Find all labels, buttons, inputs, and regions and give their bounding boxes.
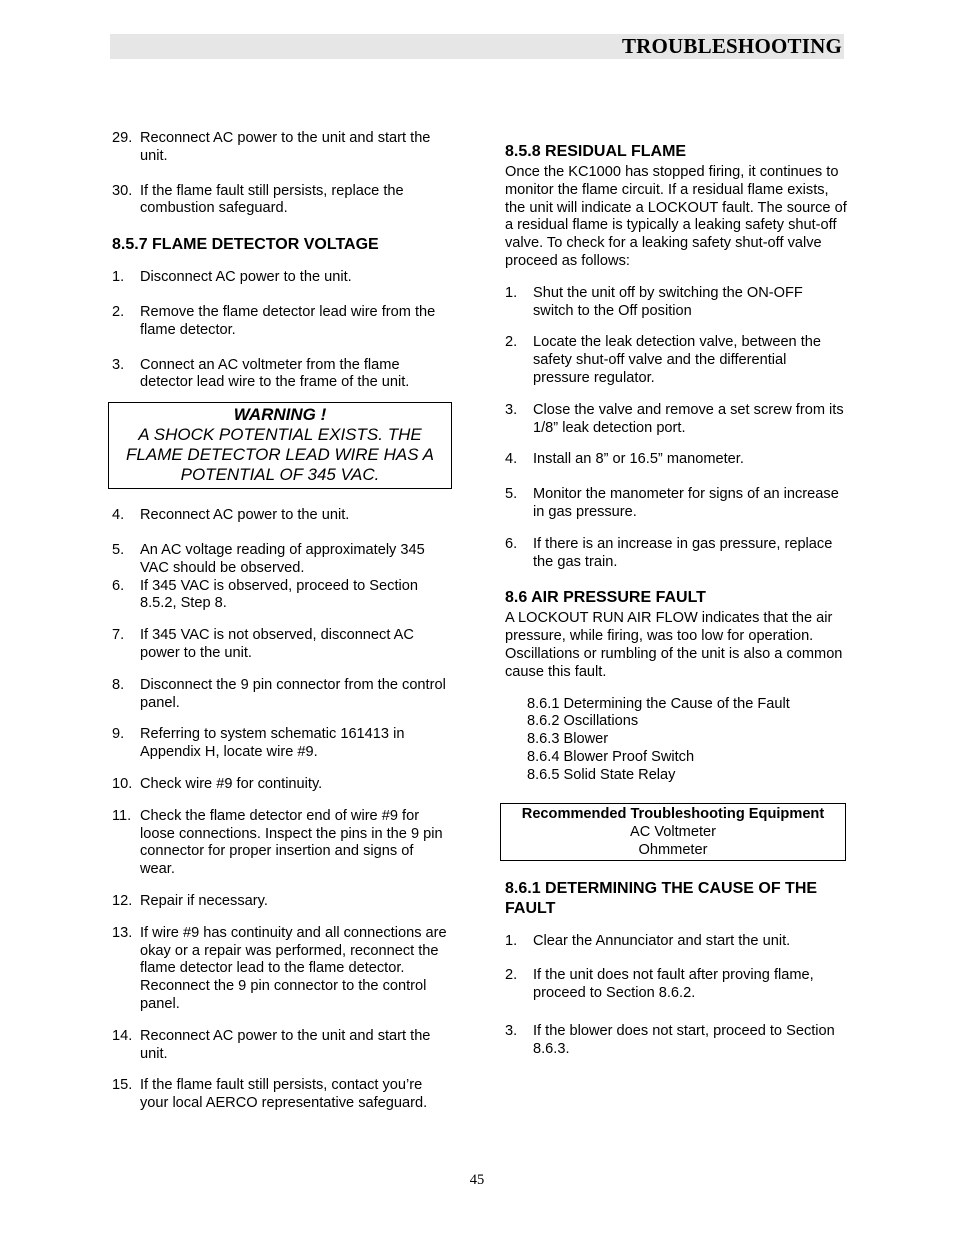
list-item-text: Check wire #9 for continuity. — [140, 775, 323, 792]
warning-text: A SHOCK POTENTIAL EXISTS. THE FLAME DETECTOR LEAD WIRE HAS A POTENTIAL OF 345 VAC. — [126, 425, 434, 485]
list-item — [112, 925, 452, 1014]
list-item-number: 14. — [112, 1027, 133, 1044]
list-item — [112, 130, 452, 166]
list-item — [505, 486, 847, 522]
list-item-number: 2. — [505, 967, 518, 984]
list-item-text: Shut the unit off by switching the ON-OFF switch to the Off position — [533, 284, 803, 319]
list-item-number: 12. — [112, 892, 133, 909]
list-item — [112, 1028, 452, 1064]
list-item-text: Check the flame detector end of wire #9 for loose connections. Inspect the pins in the 9 pin connector for proper insertion and signs of wear. — [140, 807, 443, 878]
list-item-number: 8. — [112, 676, 125, 693]
list-item-text: Install an 8” or 16.5” manometer. — [533, 451, 744, 468]
list-item — [505, 451, 847, 469]
list-item-number: 1. — [112, 269, 125, 286]
list-item — [112, 726, 452, 762]
list-item-number: 10. — [112, 775, 133, 792]
section-heading-8-6: 8.6 AIR PRESSURE FAULT — [505, 589, 706, 607]
list-item-text: Referring to system schematic 161413 in Appendix H, locate wire #9. — [140, 726, 405, 761]
paragraph-residual-flame: Once the KC1000 has stopped firing, it continues to monitor the flame circuit. If a residual flame exists, the unit will indicate a LOCKOUT fault. The source of a residual flame is typically a leaking safety shut-off valve. To check for a leaking safety shut-off valve proceed as follows: — [505, 164, 847, 269]
list-item-text: If the flame fault still persists, replace the combustion safeguard. — [140, 182, 404, 217]
list-item-text: Locate the leak detection valve, between the safety shut-off valve and the differential pressure regulator. — [533, 334, 822, 386]
list-item — [112, 304, 452, 340]
list-item — [112, 776, 452, 794]
header-bar — [110, 34, 844, 59]
section-heading-8-5-8: 8.5.8 RESIDUAL FLAME — [505, 143, 687, 160]
equipment-title: Recommended Troubleshooting Equipment — [521, 805, 825, 822]
section-heading-8-5-7: 8.5.7 FLAME DETECTOR VOLTAGE — [112, 236, 379, 254]
list-item — [505, 334, 847, 387]
page-title: TROUBLESHOOTING — [621, 34, 842, 58]
list-item-text: Reconnect AC power to the unit. — [140, 507, 350, 524]
list-item-text: Clear the Annunciator and start the unit. — [533, 932, 791, 949]
list-item-text: If wire #9 has continuity and all connections are okay or a repair was performed, reconnect the flame detector lead to the flame detector. Reconnect the 9 pin connector to the control panel. — [140, 924, 447, 1012]
list-item-text: Remove the flame detector lead wire from the flame detector. — [140, 303, 436, 338]
list-item-text: Monitor the manometer for signs of an increase in gas pressure. — [533, 486, 839, 520]
section-heading-8-6-1: 8.6.1 DETERMINING THE CAUSE OF THE FAULT — [505, 879, 818, 917]
subsection-list — [527, 696, 847, 785]
paragraph-air-pressure-fault: A LOCKOUT RUN AIR FLOW indicates that the air pressure, while firing, was too low for operation. Oscillations or rumbling of the unit is also a common cause this fault. — [505, 610, 843, 680]
list-item — [112, 507, 452, 525]
equipment-box — [500, 803, 846, 861]
subsection-item: 8.6.1 Determining the Cause of the Fault — [527, 695, 790, 712]
list-item-text: Reconnect AC power to the unit and start the unit. — [140, 130, 431, 164]
list-item-text: If the flame fault still persists, contact you’re your local AERCO representative safeguard. — [140, 1077, 428, 1112]
equipment-item: AC Voltmeter — [630, 823, 716, 840]
list-item-number: 6. — [112, 577, 125, 594]
list-item — [505, 933, 847, 951]
right-column — [505, 142, 847, 1059]
list-item — [112, 542, 452, 578]
subsection-item: 8.6.3 Blower — [527, 731, 609, 748]
list-item-number: 29. — [112, 130, 133, 146]
list-item-number: 15. — [112, 1077, 133, 1094]
list-item-number: 2. — [112, 303, 125, 320]
list-item — [112, 808, 452, 879]
list-item-text: Close the valve and remove a set screw from its 1/8” leak detection port. — [533, 401, 844, 436]
list-item-text: Disconnect AC power to the unit. — [140, 269, 352, 286]
list-item-text: Connect an AC voltmeter from the flame detector lead wire to the frame of the unit. — [140, 356, 410, 391]
list-item-number: 1. — [505, 284, 518, 301]
list-item — [112, 677, 452, 713]
list-item-number: 9. — [112, 726, 125, 743]
page-number: 45 — [469, 1172, 485, 1188]
list-item — [505, 967, 847, 1003]
list-item — [505, 536, 847, 572]
list-item — [112, 627, 452, 663]
list-item-number: 3. — [505, 401, 518, 418]
list-item — [112, 357, 452, 393]
list-item — [505, 1023, 847, 1059]
list-item-text: Disconnect the 9 pin connector from the control panel. — [140, 676, 446, 711]
list-item — [112, 893, 452, 911]
list-item-number: 3. — [505, 1022, 518, 1039]
warning-box — [108, 402, 452, 489]
list-item-text: If 345 VAC is observed, proceed to Section 8.5.2, Step 8. — [140, 577, 418, 612]
list-item-number: 4. — [505, 451, 518, 468]
list-item-text: An AC voltage reading of approximately 345 VAC should be observed. — [140, 541, 425, 576]
list-item-number: 1. — [505, 932, 518, 949]
list-item-number: 2. — [505, 334, 518, 351]
left-column — [112, 130, 452, 1113]
subsection-item: 8.6.2 Oscillations — [527, 713, 639, 730]
list-item — [505, 285, 847, 321]
list-item-number: 6. — [505, 535, 518, 552]
list-item — [505, 402, 847, 438]
warning-title: WARNING ! — [233, 405, 327, 425]
list-item — [112, 269, 452, 287]
list-item-text: If the unit does not fault after proving flame, proceed to Section 8.6.2. — [533, 967, 814, 1002]
list-item-number: 13. — [112, 924, 133, 941]
list-item-text: If the blower does not start, proceed to Section 8.6.3. — [533, 1022, 835, 1057]
list-item-number: 4. — [112, 507, 125, 524]
list-item-number: 3. — [112, 356, 125, 373]
list-item-text: If there is an increase in gas pressure, replace the gas train. — [533, 535, 833, 570]
list-item — [112, 183, 452, 219]
list-item-number: 5. — [505, 486, 518, 503]
equipment-item: Ohmmeter — [638, 841, 708, 858]
list-item-number: 11. — [112, 807, 132, 824]
list-item-text: Repair if necessary. — [140, 892, 268, 909]
list-item — [112, 1077, 452, 1113]
subsection-item: 8.6.5 Solid State Relay — [527, 766, 676, 783]
subsection-item: 8.6.4 Blower Proof Switch — [527, 748, 695, 765]
list-item-number: 7. — [112, 627, 125, 644]
list-item-text: If 345 VAC is not observed, disconnect AC power to the unit. — [140, 627, 414, 661]
list-item — [112, 578, 452, 614]
list-item-text: Reconnect AC power to the unit and start the unit. — [140, 1027, 431, 1062]
list-item-number: 5. — [112, 541, 125, 558]
list-item-number: 30. — [112, 182, 133, 199]
